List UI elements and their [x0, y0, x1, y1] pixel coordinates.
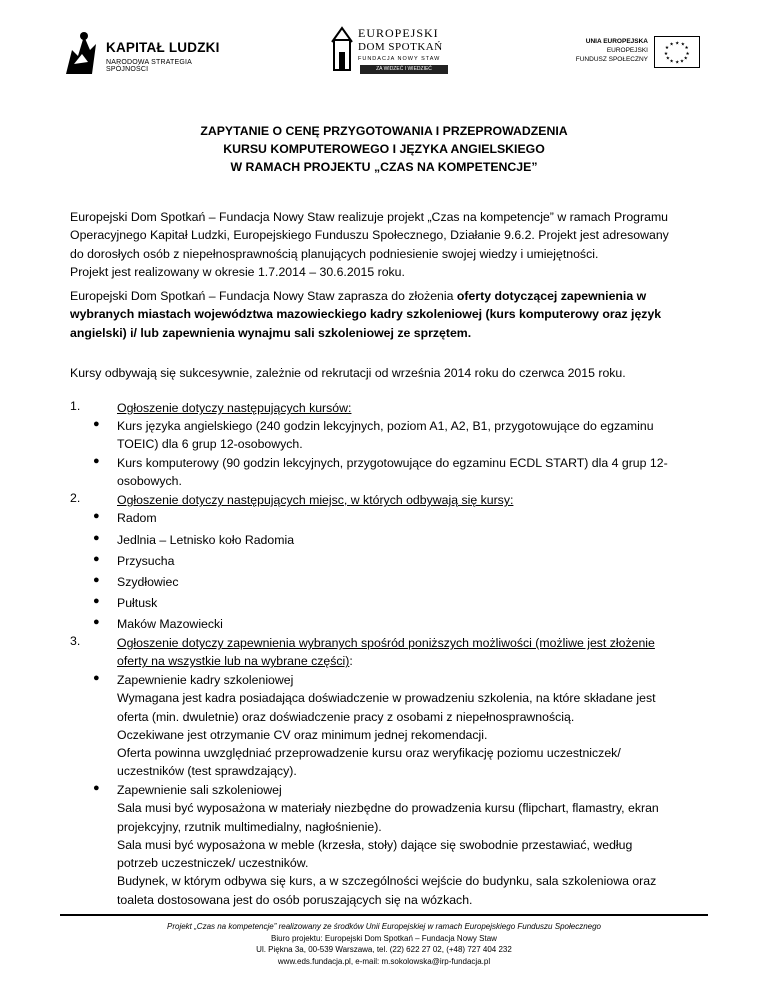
kapital-ludzki-tagline: NARODOWA STRATEGIA SPÓJNOŚCI: [106, 59, 192, 73]
invite-paragraph: [70, 287, 700, 342]
eds-logo-line2: DOM SPOTKAŃ: [358, 41, 443, 53]
kapital-ludzki-logo: [62, 30, 232, 80]
section2-heading: Ogłoszenie dotyczy następujących miejsc, w których odbywają się kursy:: [117, 493, 514, 507]
svg-text:★: ★: [669, 59, 674, 65]
trainer-staff-line1: Wymagana jest kadra posiadająca doświadczenie w prowadzeniu szkolenia, na które składane jest: [117, 691, 656, 706]
section1-heading: Ogłoszenie dotyczy następujących kursów:: [117, 401, 352, 415]
training-room-line3: Sala musi być wyposażona w meble (krzesła, stoły) dające się swobodnie przestawiać, według: [117, 837, 633, 852]
bullet-icon: ●: [93, 553, 100, 565]
bullet-icon: ●: [93, 532, 100, 544]
course-computer-line2: osobowych.: [117, 474, 182, 489]
eds-logo-line1: EUROPEJSKI: [358, 26, 439, 40]
bullet-icon: ●: [93, 574, 100, 586]
trainer-staff-line5: uczestników (test sprawdzający).: [117, 764, 297, 779]
footer-line1: Projekt „Czas na kompetencje” realizowany ze środków Unii Europejskiej w ramach Europejskiego Funduszu Społecznego: [167, 922, 601, 931]
footer-divider: [60, 914, 708, 916]
eds-logo-line4: ZA WIDZEĆ I WIEDZIEĆ: [360, 65, 448, 74]
svg-text:★: ★: [669, 42, 674, 48]
svg-text:★: ★: [685, 51, 690, 57]
eu-logo-line3: FUNDUSZ SPOŁECZNY: [575, 56, 648, 63]
bullet-icon: ●: [93, 595, 100, 607]
svg-text:★: ★: [675, 41, 680, 47]
section2-number: 2.: [70, 491, 81, 505]
trainer-staff-line2: oferta (min. dwuletnie) oraz doświadczenie pracy z osobami z niepełnosprawnością.: [117, 709, 575, 724]
footer-line4: www.eds.fundacja.pl, e-mail: m.sokolowska@irp-fundacja.pl: [277, 956, 491, 966]
course-english-line2: TOEIC) dla 6 grup 12-osobowych.: [117, 437, 303, 452]
svg-text:★: ★: [663, 51, 669, 57]
training-room-line6: toaleta dostosowana jest do osób poruszających się na wózkach.: [117, 892, 473, 907]
svg-text:★: ★: [684, 46, 689, 52]
training-room-line2: projekcyjny, rzutnik multimedialny, nagłośnienie).: [117, 819, 382, 834]
eu-logo-line1: UNIA EUROPEJSKA: [585, 38, 648, 45]
eu-flag-icon: [654, 36, 700, 68]
training-room-title: Zapewnienie sali szkoleniowej: [117, 783, 282, 797]
training-room-item: [117, 781, 701, 909]
schedule-text: Kursy odbywają się sukcesywnie, zależnie od rekrutacji od września 2014 roku do czerwca 2015 roku.: [70, 366, 626, 380]
trainer-staff-title: Zapewnienie kadry szkoleniowej: [117, 673, 294, 687]
document-title: [0, 122, 768, 176]
invite-line2: wybranych miastach województwa mazowieckiego kadry szkoleniowej (kurs komputerowy oraz język: [70, 307, 662, 322]
kapital-ludzki-emblem-icon: [62, 30, 100, 78]
kapital-ludzki-name: KAPITAŁ LUDZKI: [106, 40, 220, 55]
course-computer: [117, 454, 701, 491]
section3-heading-colon: :: [349, 654, 353, 669]
bullet-icon: ●: [93, 510, 100, 522]
course-english-line1: Kurs języka angielskiego (240 godzin lekcyjnych, poziom A1, A2, B1, przygotowujące do egzaminu: [117, 419, 654, 433]
svg-text:★: ★: [683, 56, 688, 62]
intro-paragraph: [70, 208, 700, 281]
eu-logo-line2: EUROPEJSKI: [606, 47, 648, 54]
intro-line1: Europejski Dom Spotkań – Fundacja Nowy Staw realizuje projekt „Czas na kompetencje” w ramach Programu: [70, 210, 669, 224]
place-item: Radom: [117, 511, 157, 525]
invite-line1-bold: oferty dotyczącej zapewnienia w: [456, 289, 647, 303]
svg-text:★: ★: [680, 42, 685, 48]
footer-line2: Biuro projektu: Europejski Dom Spotkań – Fundacja Nowy Staw: [271, 933, 497, 943]
section3-heading-line2: oferty na wszystkie lub na wybrane części): [117, 654, 350, 669]
section1-number: 1.: [70, 399, 81, 413]
eds-logo: [330, 24, 455, 76]
course-computer-line1: Kurs komputerowy (90 godzin lekcyjnych, przygotowujące do egzaminu ECDL START) dla 4 grup 12-: [117, 456, 668, 470]
eds-logo-line3: FUNDACJA NOWY STAW: [358, 56, 441, 62]
section3-heading: [117, 634, 701, 671]
bullet-icon: ●: [93, 616, 100, 628]
trainer-staff-item: [117, 671, 701, 781]
svg-text:★: ★: [675, 60, 680, 66]
intro-line2: Operacyjnego Kapitał Ludzki, Europejskiego Funduszu Społecznego, Działanie 9.6.2. Projekt jest adresowany: [70, 228, 669, 243]
training-room-line4: potrzeb uczestniczek/ uczestników.: [117, 856, 309, 871]
page-footer: [0, 921, 768, 967]
svg-text:★: ★: [664, 46, 670, 52]
title-line1: ZAPYTANIE O CENĘ PRZYGOTOWANIA I PRZEPROWADZENIA: [200, 124, 568, 138]
place-item: Maków Mazowiecki: [117, 617, 223, 631]
section3-heading-line1: Ogłoszenie dotyczy zapewnienia wybranych spośród poniższych możliwości (możliwe jest złożenie: [117, 636, 655, 650]
bullet-icon: ●: [93, 455, 100, 467]
title-line2: KURSU KOMPUTEROWEGO I JĘZYKA ANGIELSKIEGO: [223, 142, 545, 156]
footer-line3: Ul. Piękna 3a, 00-539 Warszawa, tel. (22) 622 27 02, (+48) 727 404 232: [256, 945, 512, 955]
eu-logo: [560, 36, 700, 76]
section3-heading-line2-wrap: [117, 652, 701, 670]
svg-text:★: ★: [665, 56, 670, 62]
section3-number: 3.: [70, 634, 81, 648]
bullet-icon: ●: [93, 672, 100, 684]
invite-line1: [70, 287, 700, 305]
course-english: [117, 417, 701, 454]
place-item: Szydłowiec: [117, 575, 179, 589]
title-line3: W RAMACH PROJEKTU „CZAS NA KOMPETENCJE”: [230, 160, 538, 174]
intro-line4: Projekt jest realizowany w okresie 1.7.2014 – 30.6.2015 roku.: [70, 264, 405, 279]
place-item: Pułtusk: [117, 596, 158, 610]
bullet-icon: ●: [93, 782, 100, 794]
intro-line3: do dorosłych osób z niepełnosprawnością planujących podniesienie swojej wiedzy i umiejętności.: [70, 246, 599, 261]
training-room-line1: Sala musi być wyposażona w materiały niezbędne do prowadzenia kursu (flipchart, flamastry, ekran: [117, 801, 659, 816]
bullet-icon: ●: [93, 418, 100, 430]
invite-line3: angielski) i/ lub zapewnienia wynajmu sali szkoleniowej ze sprzętem.: [70, 325, 472, 340]
svg-text:★: ★: [679, 59, 685, 65]
invite-line1-plain: Europejski Dom Spotkań – Fundacja Nowy Staw zaprasza do złożenia: [70, 289, 457, 303]
trainer-staff-line4: Oferta powinna uwzględniać przeprowadzenie kursu oraz weryfikację poziomu uczestniczek/: [117, 746, 621, 761]
training-room-line5: Budynek, w którym odbywa się kurs, a w szczególności wejście do budynku, sala szkoleniowa oraz: [117, 874, 657, 889]
trainer-staff-line3: Oczekiwane jest otrzymanie CV oraz minimum jednej rekomendacji.: [117, 727, 488, 742]
place-item: Przysucha: [117, 554, 175, 568]
place-item: Jedlnia – Letnisko koło Radomia: [117, 533, 295, 547]
eds-building-icon: [330, 26, 354, 74]
